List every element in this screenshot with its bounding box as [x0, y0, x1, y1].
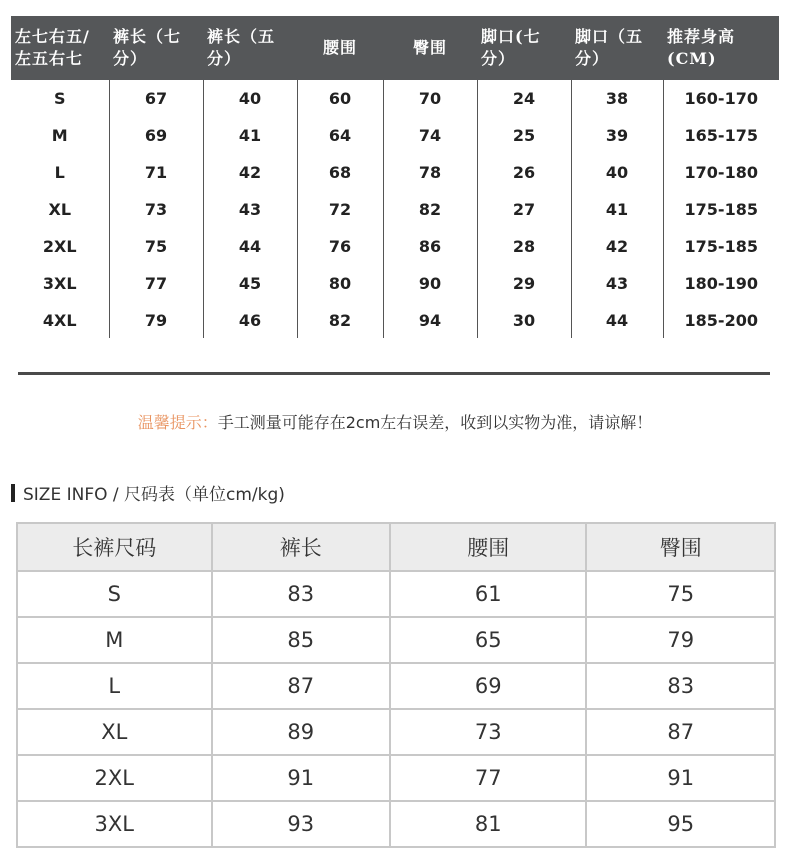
table-cell: S [53, 89, 66, 108]
header-cell: 臀围 [586, 523, 775, 571]
table-cell: L [17, 663, 212, 709]
table-cell: 40 [203, 80, 297, 117]
measurement-tip [0, 410, 790, 433]
table-cell: 85 [212, 617, 390, 663]
table-row [11, 80, 779, 117]
table-cell: 91 [212, 755, 390, 801]
table-cell: 80 [297, 265, 383, 302]
table-cell: 44 [203, 228, 297, 265]
table-cell: XL [17, 709, 212, 755]
table-cell: 39 [571, 117, 663, 154]
table-cell: 83 [212, 571, 390, 617]
table-cell: 95 [586, 801, 775, 847]
table-cell: 61 [390, 571, 587, 617]
table-cell: 72 [297, 191, 383, 228]
table-cell: 86 [383, 228, 477, 265]
table-cell: 44 [571, 302, 663, 338]
table-cell: 82 [297, 302, 383, 338]
header-cell: 腰围 [297, 16, 383, 80]
table-cell: 89 [212, 709, 390, 755]
table-cell: 27 [477, 191, 571, 228]
table-row [11, 191, 779, 228]
table-cell: 77 [109, 265, 203, 302]
table-cell: M [51, 126, 68, 145]
table-cell: 83 [586, 663, 775, 709]
table-row [17, 663, 775, 709]
table-cell: 175-185 [663, 191, 779, 228]
table-cell: 69 [109, 117, 203, 154]
table-cell: 160-170 [663, 80, 779, 117]
heading-bar-icon [11, 484, 15, 502]
table-row [11, 302, 779, 338]
table-cell: 40 [571, 154, 663, 191]
table-cell: 87 [586, 709, 775, 755]
table-cell: 38 [571, 80, 663, 117]
table-row [11, 154, 779, 191]
table-cell: M [17, 617, 212, 663]
header-cell: 脚口（五 分） [571, 16, 663, 80]
table-cell: 81 [390, 801, 587, 847]
table-cell: 4XL [42, 310, 77, 330]
table-row [17, 617, 775, 663]
header-cell: 裤长（五 分） [203, 16, 297, 80]
table-cell: 93 [212, 801, 390, 847]
table-cell: 67 [109, 80, 203, 117]
table-cell: 43 [203, 191, 297, 228]
table-cell: L [54, 163, 65, 182]
table-row [11, 265, 779, 302]
header-cell: 左七右五/ 左五右七 [11, 16, 109, 80]
header-cell: 裤长（七 分） [109, 16, 203, 80]
tip-label: 温馨提示： [137, 413, 218, 432]
table-cell: XL [48, 200, 72, 219]
table-row [11, 228, 779, 265]
table-cell: 87 [212, 663, 390, 709]
header-cell: 裤长 [212, 523, 390, 571]
table-cell: 46 [203, 302, 297, 338]
table-cell: 3XL [42, 274, 77, 293]
pants-size-header-row [17, 523, 775, 571]
size-chart-header-row [11, 16, 779, 80]
size-info-title: SIZE INFO / 尺码表（单位cm/kg) [23, 485, 285, 505]
table-cell: 45 [203, 265, 297, 302]
table-row [17, 709, 775, 755]
table-cell: 91 [586, 755, 775, 801]
table-cell: 73 [390, 709, 587, 755]
pants-size-table [16, 522, 776, 848]
size-chart-table [11, 16, 779, 338]
table-cell: 76 [297, 228, 383, 265]
table-cell: 180-190 [663, 265, 779, 302]
table-cell: 43 [571, 265, 663, 302]
table-cell: 2XL [42, 237, 77, 256]
table-cell: 25 [477, 117, 571, 154]
table-cell: 41 [571, 191, 663, 228]
table-cell: 185-200 [663, 302, 779, 338]
size-info-heading [11, 480, 285, 505]
header-cell: 腰围 [390, 523, 587, 571]
table-cell: S [17, 571, 212, 617]
table-cell: 69 [390, 663, 587, 709]
table-cell: 30 [477, 302, 571, 338]
section-divider [18, 372, 770, 375]
table-cell: 75 [586, 571, 775, 617]
table-cell: 64 [297, 117, 383, 154]
table-cell: 60 [297, 80, 383, 117]
table-cell: 79 [109, 302, 203, 338]
table-cell: 77 [390, 755, 587, 801]
table-cell: 79 [586, 617, 775, 663]
table-cell: 70 [383, 80, 477, 117]
table-cell: 90 [383, 265, 477, 302]
table-cell: 68 [297, 154, 383, 191]
table-cell: 3XL [17, 801, 212, 847]
header-cell: 脚口(七 分） [477, 16, 571, 80]
table-cell: 170-180 [663, 154, 779, 191]
header-cell: 臀围 [383, 16, 477, 80]
table-cell: 26 [477, 154, 571, 191]
table-cell: 78 [383, 154, 477, 191]
header-cell: 推荐身高 (CM) [663, 16, 779, 80]
table-cell: 73 [109, 191, 203, 228]
table-cell: 94 [383, 302, 477, 338]
table-cell: 175-185 [663, 228, 779, 265]
table-cell: 2XL [17, 755, 212, 801]
table-cell: 71 [109, 154, 203, 191]
table-row [17, 571, 775, 617]
table-cell: 41 [203, 117, 297, 154]
table-cell: 75 [109, 228, 203, 265]
table-cell: 29 [477, 265, 571, 302]
table-row [11, 117, 779, 154]
header-cell: 长裤尺码 [17, 523, 212, 571]
table-row [17, 801, 775, 847]
table-cell: 82 [383, 191, 477, 228]
table-cell: 28 [477, 228, 571, 265]
table-cell: 42 [203, 154, 297, 191]
tip-text: 手工测量可能存在2cm左右误差，收到以实物为准，请谅解！ [217, 413, 653, 432]
table-cell: 24 [477, 80, 571, 117]
table-cell: 74 [383, 117, 477, 154]
table-cell: 42 [571, 228, 663, 265]
table-row [17, 755, 775, 801]
table-cell: 65 [390, 617, 587, 663]
table-cell: 165-175 [663, 117, 779, 154]
